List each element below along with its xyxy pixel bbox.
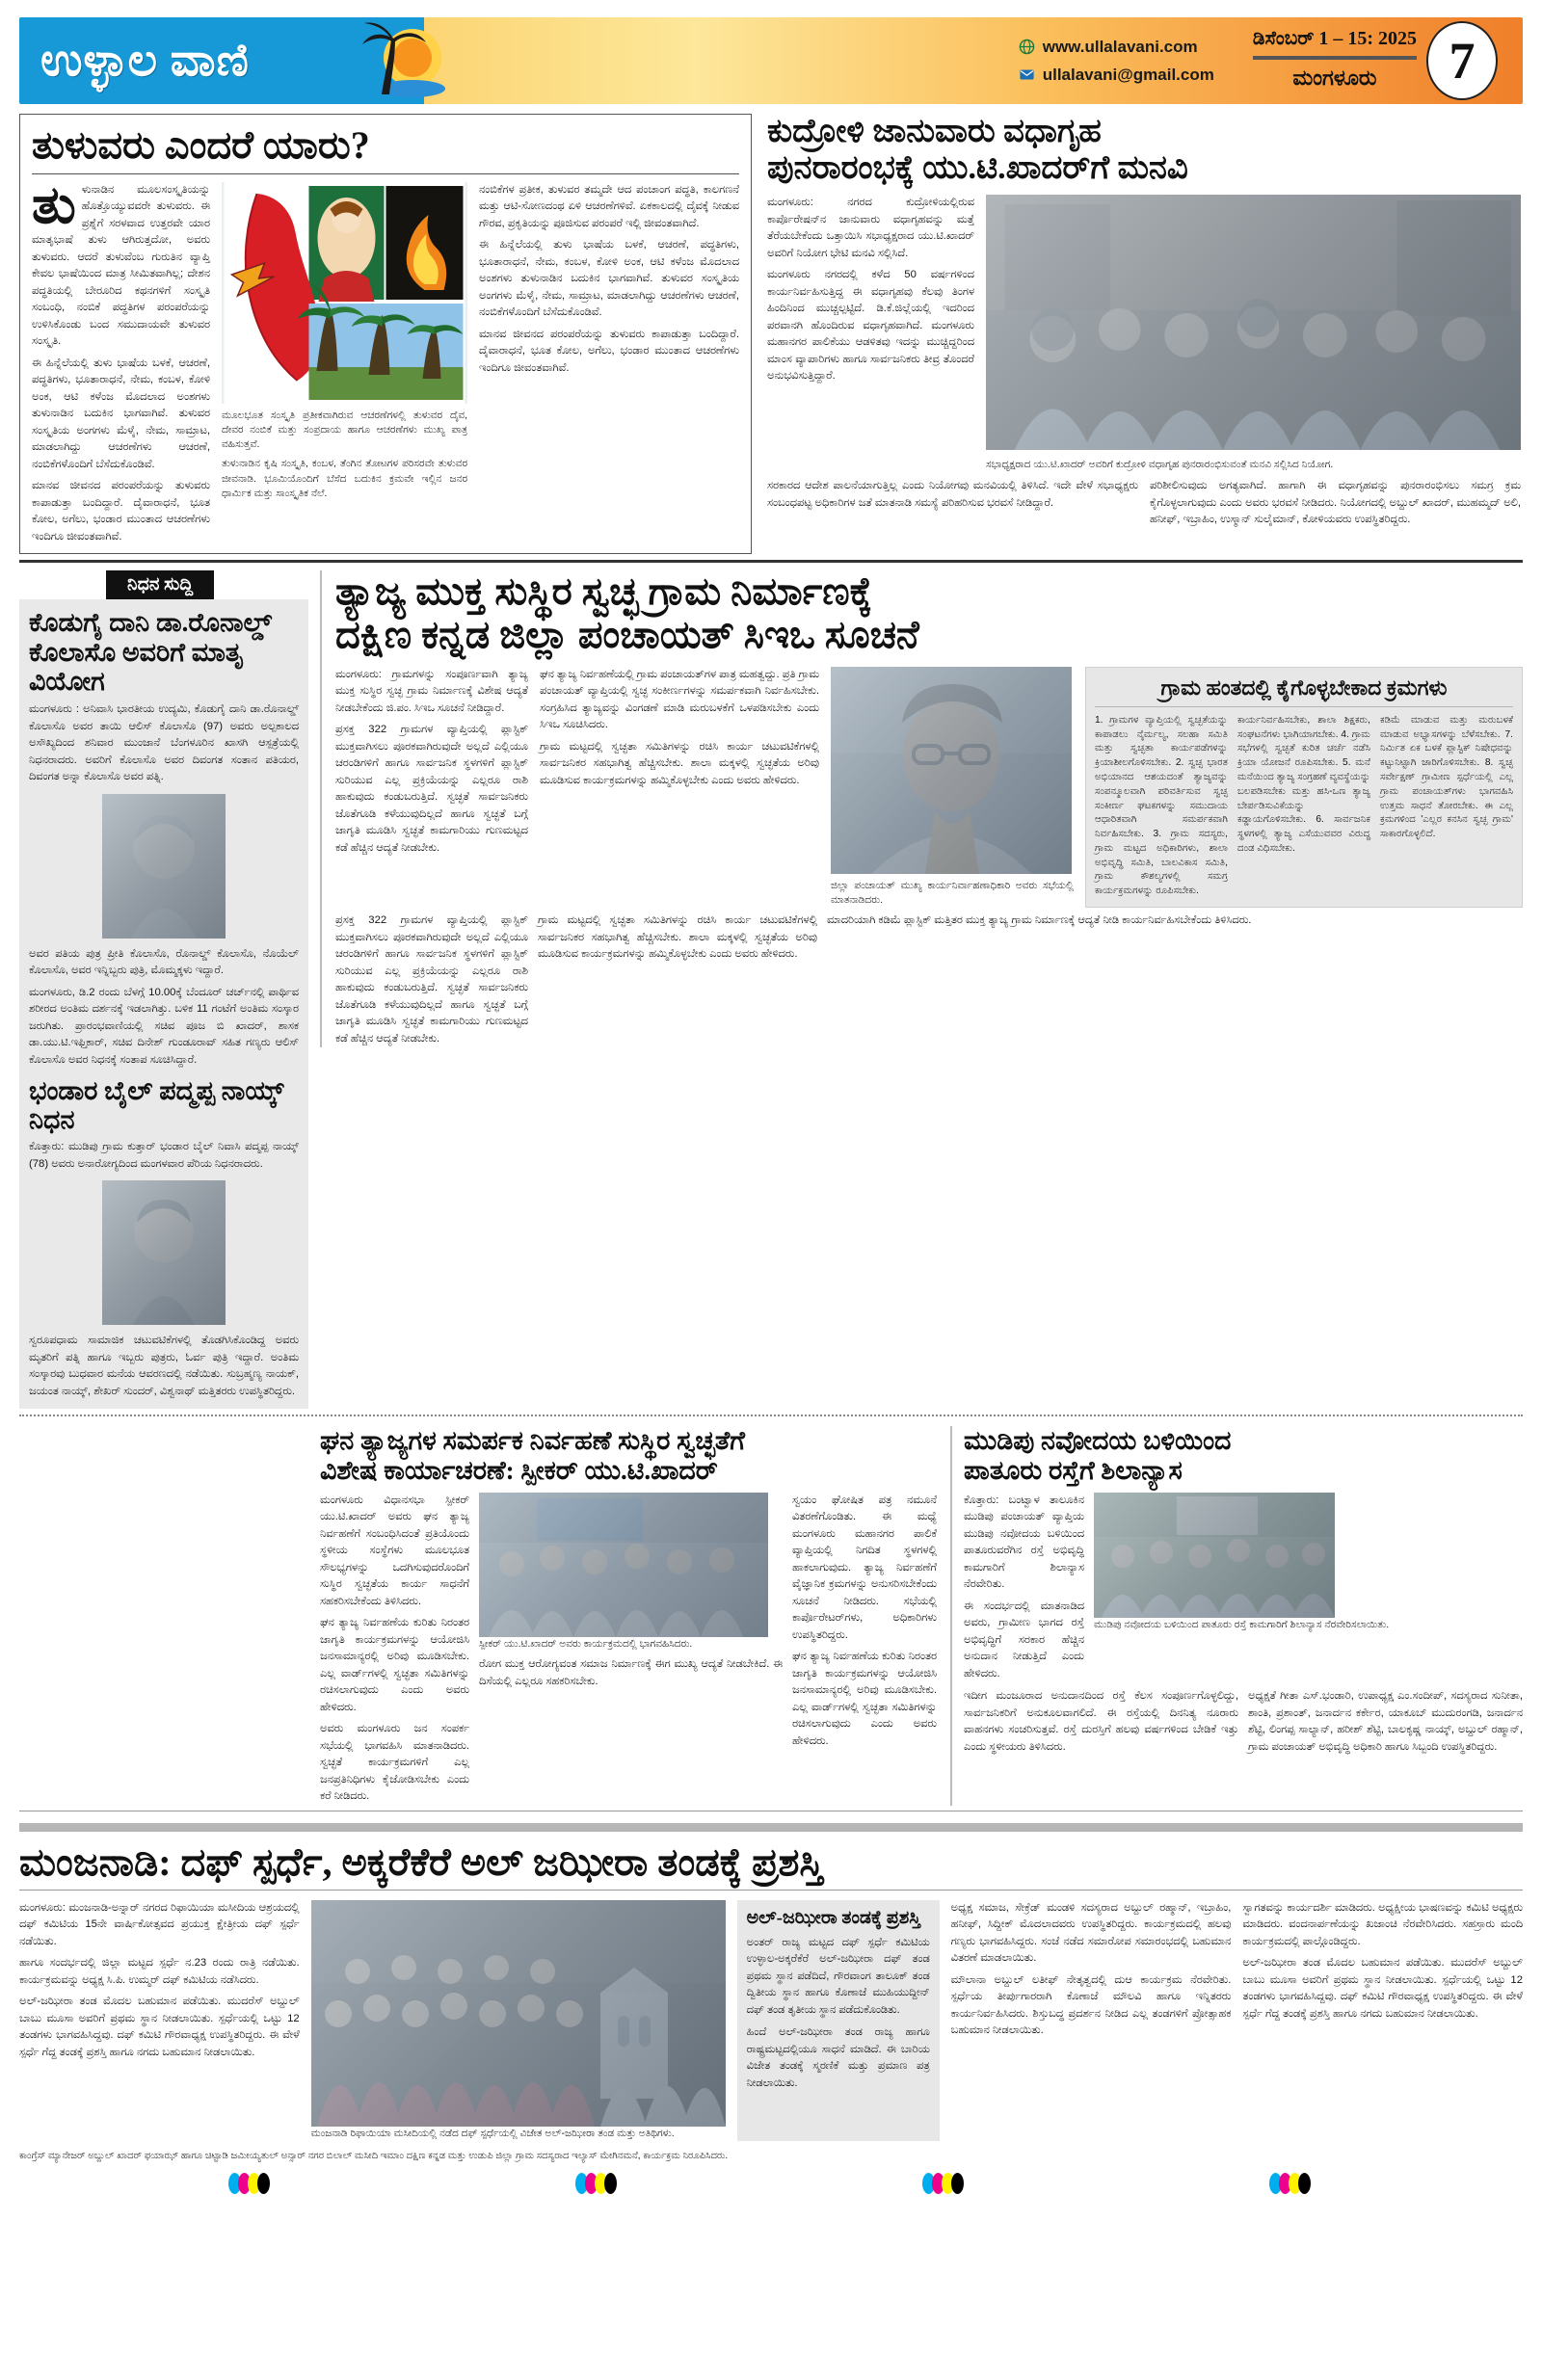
ceo-portrait-art xyxy=(831,667,1072,874)
obituary-body-2: ಅವರ ಪತಿಯ ಪುತ್ರ ಪ್ರೀತಿ ಕೊಲಾಸೊ, ರೊನಾಲ್ಡ್ ಕೊಲಾಸೊ, ನೊಯೆಲ್ ಕೊಲಾಸೊ, ಅವರ ಇನ್ನಿಬ್ಬರು ಪುತ್ರಿ, ಮೊಮ್ಮಕ್ಕಳು ಇದ್ದಾರೆ. xyxy=(29,947,299,976)
story-manjanadi-caption: ಮಂಜನಾಡಿ ರಿಫಾಯಿಯಾ ಮಸೀದಿಯಲ್ಲಿ ನಡೆದ ದಫ್ ಸ್ಪರ್ಧೆಯಲ್ಲಿ ವಿಜೇತ ಅಲ್-ಜಝೀರಾ ತಂಡ ಮತ್ತು ಅತಿಥಿಗಳು. xyxy=(310,2127,675,2139)
cmyk-mark-4 xyxy=(1272,2173,1311,2194)
story-speaker-col2 xyxy=(479,1493,783,1806)
manjanadi-photo-art xyxy=(311,1900,726,2127)
story-tuluvaru-body-4: ನಂಬಿಕೆಗಳ ಪ್ರತೀಕ, ತುಳುವರ ತಮ್ಮದೇ ಆದ ಪಂಚಾಂಗ ಪದ್ಧತಿ, ಕಾಲಗಣನೆ ಮತ್ತು ಆಟಿ-ಸೋಣದಂಥ ಏಳಿ ಆಚರಣೆಗಳಿವೆ. ಏಕಕಾಲದಲ್ಲಿ ದೈವಕ್ಕೆ ನೀಡುವ ಗೌರವ, ಪ್ರಕೃತಿಯನ್ನು ಪೂಜಿಸುವ ಪರಂಪರೆ ಇಲ್ಲಿ ಜೀವಂತವಾಗಿದೆ. xyxy=(479,183,739,229)
obituary-headline-2: ಭಂಡಾರ ಬೈಲ್ ಪದ್ಮಪ್ಪ ನಾಯ್ಕ್ ನಿಧನ xyxy=(29,1076,284,1135)
obituary-portrait xyxy=(102,794,226,939)
story-kudroli-headline-2: ಪುನರಾರಂಭಕ್ಕೆ ಯು.ಟಿ.ಖಾದರ್‌ಗೆ ಮನವಿ xyxy=(767,150,1188,187)
story-speaker-body-5: ಸ್ವಯಂ ಘೋಷಿತ ಪತ್ರ ನಮೂನೆ ವಿತರಣೆಗೊಂಡಿತು. ಈ ಮಧ್ಯೆ ಮಂಗಳೂರು ಮಹಾನಗರ ಪಾಲಿಕೆ ವ್ಯಾಪ್ತಿಯಲ್ಲಿ ನಿಗದಿತ ಸ್ಥಳಗಳಲ್ಲಿ ಹಾಕಲಾಗುವುದು. ತ್ಯಾಜ್ಯ ನಿರ್ವಹಣೆಗೆ ವೈಜ್ಞಾನಿಕ ಕ್ರಮಗಳನ್ನು ಅನುಸರಿಸಬೇಕೆಂದು ಸೂಚನೆ ನೀಡಿದರು. ಸಭೆಯಲ್ಲಿ ಕಾರ್ಪೊರೇಟರ್‌ಗಳು, ಅಧಿಕಾರಿಗಳು ಉಪಸ್ಥಿತರಿದ್ದರು. xyxy=(792,1494,937,1641)
story-speaker-body-3: ಅವರು ಮಂಗಳೂರು ಜನ ಸಂಪರ್ಕ ಸಭೆಯಲ್ಲಿ ಭಾಗವಹಿಸಿ ಮಾತನಾಡಿದರು. ಸ್ವಚ್ಛತೆ ಕಾರ್ಯಕ್ರಮಗಳಿಗೆ ಎಲ್ಲ ಜನಪ್ರತಿನಿಧಿಗಳು ಕೈಜೋಡಿಸಬೇಕು ಎಂದು ಕರೆ ನೀಡಿದರು. xyxy=(320,1723,469,1803)
story-zp-col1 xyxy=(335,667,528,908)
story-tuluvaru xyxy=(19,114,752,554)
story-manjanadi-col1 xyxy=(19,1900,300,2141)
story-tuluvaru-body-2: ಈ ಹಿನ್ನೆಲೆಯಲ್ಲಿ ತುಳು ಭಾಷೆಯ ಬಳಕೆ, ಆಚರಣೆ, ಪದ್ಧತಿಗಳು, ಭೂತಾರಾಧನೆ, ನೇಮ, ಕಂಬಳ, ಕೋಳಿ ಅಂಕ, ಆಟಿ ಕಳೆಂಜ ಮೊದಲಾದ ಅಂಶಗಳು ತುಳುನಾಡಿನ ಬದುಕಿನ ಭಾಗವಾಗಿವೆ. ತುಳುವರ ಸಂಸ್ಕೃತಿಯ ಅಂಗಗಳು ಮೆಳೈ, ನೇಮ, ಸಾಮ್ರಾಟ, ಮಾಡಲಾಗಿದ್ದು ಆಚರಣೆಗಳು ಆಚರಣೆ, ನಂಬಿಕೆಗಳೊಂದಿಗೆ ಬೆಸೆದುಕೊಂಡಿವೆ. xyxy=(32,357,210,470)
cmyk-mark-1 xyxy=(231,2173,270,2194)
manjanadi-underline xyxy=(19,1890,1523,1891)
story-tuluvaru-caption-2: ತುಳುನಾಡಿನ ಕೃಷಿ ಸಂಸ್ಕೃತಿ, ಕಂಬಳ, ತೆಂಗಿನ ತೋಟಗಳ ಪರಿಸರವೇ ತುಳುವರ ಜೀವನಾಡಿ. ಭೂಮಿಯೊಂದಿಗೆ ಬೆಸೆದ ಬದುಕಿನ ಕ್ರಮವೇ ಇಲ್ಲಿನ ಜನರ ಧಾರ್ಮಿಕ ಮತ್ತು ಸಾಂಸ್ಕೃತಿಕ ನೆಲೆ. xyxy=(222,458,467,499)
newspaper-logo[interactable] xyxy=(19,17,424,104)
story-kudroli-col1 xyxy=(767,195,974,472)
zp-measures-col-3: ಕಡಿಮೆ ಮಾಡುವ ಮತ್ತು ಮರುಬಳಕೆ ಮಾಡುವ ಅಭ್ಯಾಸಗಳನ್ನು ಬೆಳೆಸಬೇಕು. 7. ನಿರ್ಮಿತ ಏಕ ಬಳಕೆ ಪ್ಲಾಸ್ಟಿಕ್ ನಿಷೇಧವನ್ನು ಕಟ್ಟುನಿಟ್ಟಾಗಿ ಜಾರಿಗೊಳಿಸಬೇಕು. 8. ಸ್ವಚ್ಛ ಸರ್ವೇಕ್ಷಣ್ ಗ್ರಾಮೀಣ ಸ್ಪರ್ಧೆಯಲ್ಲಿ ಎಲ್ಲ ಗ್ರಾಮ ಪಂಚಾಯತ್‌ಗಳು ಭಾಗವಹಿಸಿ ಉತ್ತಮ ಸಾಧನೆ ತೋರಬೇಕು. ಈ ಎಲ್ಲ ಕ್ರಮಗಳಿಂದ 'ಎಲ್ಲರ ಕನಸಿನ ಸ್ವಚ್ಛ ಗ್ರಾಮ' ಸಾಕಾರಗೊಳ್ಳಲಿದೆ. xyxy=(1380,714,1513,840)
obituary-body-4: ಕೊತ್ತಾರು: ಮುಡಿಪು ಗ್ರಾಮ ಕುತ್ತಾರ್ ಭಂಡಾರ ಬೈಲ್ ನಿವಾಸಿ ಪದ್ಮಪ್ಪ ನಾಯ್ಕ್ (78) ಅವರು ಅನಾರೋಗ್ಯದಿಂದ ಮಂಗಳವಾರ ಪೆರಿಯ ನಿಧನರಾದರು. xyxy=(29,1141,299,1170)
story-zp xyxy=(320,570,1523,1047)
award-box-body: ಅಂತರ್ ರಾಜ್ಯ ಮಟ್ಟದ ದಫ್ ಸ್ಪರ್ಧೆ ಕಮಿಟಿಯ ಉಳ್ಳಾಲ-ಅಕ್ಕರೆಕೆರೆ ಅಲ್-ಜಝೀರಾ ದಫ್ ತಂಡ ಪ್ರಥಮ ಸ್ಥಾನ ಪಡೆದಿದೆ, ಗೌರವಾಂಗ ತಾಲೂಕ್ ತಂಡ ದ್ವಿತೀಯ ಸ್ಥಾನ ಹಾಗೂ ಕೊಣಾಜೆ ಮುಹಿಯುದ್ದೀನ್ ದಫ್ ತಂಡ ತೃತೀಯ ಸ್ಥಾನ ಪಡೆದುಕೊಂಡಿತು. xyxy=(746,1936,930,2016)
page-number-badge: 7 xyxy=(1426,21,1498,100)
award-box-title: ಅಲ್-ಜಝೀರಾ ತಂಡಕ್ಕೆ ಪ್ರಶಸ್ತಿ xyxy=(746,1907,921,1928)
story-zp-body-4: ಗ್ರಾಮ ಮಟ್ಟದಲ್ಲಿ ಸ್ವಚ್ಛತಾ ಸಮಿತಿಗಳನ್ನು ರಚಿಸಿ ಕಾರ್ಯ ಚಟುವಟಿಕೆಗಳಲ್ಲಿ ಸಾರ್ವಜನಿಕರ ಸಹಭಾಗಿತ್ವ ಹೆಚ್ಚಿಸಬೇಕು. ಶಾಲಾ ಮಕ್ಕಳಲ್ಲಿ ಸ್ವಚ್ಛತೆಯ ಅರಿವು ಮೂಡಿಸುವ ಕಾರ್ಯಕ್ರಮಗಳನ್ನು ಹಮ್ಮಿಕೊಳ್ಳಬೇಕು ಎಂದು ಅವರು ಹೇಳಿದರು. xyxy=(540,740,819,786)
story-kudroli-body-2: ಮಂಗಳೂರು ನಗರದಲ್ಲಿ ಕಳೆದ 50 ವರ್ಷಗಳಿಂದ ಕಾರ್ಯನಿರ್ವಹಿಸುತ್ತಿದ್ದ ಈ ವಧಾಗೃಹವು ಕೆಲವು ತಿಂಗಳ ಹಿಂದಿನಿಂದ ಮುಚ್ಚಲ್ಪಟ್ಟಿದೆ. ಡಿ.ಕೆ.ಜಿಲ್ಲೆಯಲ್ಲಿ ಇದರಿಂದ ಪರವಾನಗಿ ಹೊಂದಿರುವ ವಧಾಗೃಹವಾಗಿದೆ. ಮಂಗಳೂರು ಮಹಾನಗರ ಪಾಲಿಕೆಯು ಆಡಳಿತವು ಇದನ್ನು ಮುಚ್ಚಿದ್ದರಿಂದ ಮಾಂಸ ವ್ಯಾಪಾರಿಗಳು ಹಾಗೂ ಸಾರ್ವಜನಿಕರು ತೀವ್ರ ತೊಂದರೆ ಅನುಭವಿಸುತ್ತಿದ್ದಾರೆ. xyxy=(767,269,974,383)
story-zp-photo-col xyxy=(831,667,1074,908)
website-text: www.ullalavani.com xyxy=(1042,37,1198,56)
section-divider-1 xyxy=(19,560,1523,563)
story-zp-body-3: ಘನ ತ್ಯಾಜ್ಯ ನಿರ್ವಹಣೆಯಲ್ಲಿ ಗ್ರಾಮ ಪಂಚಾಯತ್‌ಗಳ ಪಾತ್ರ ಮಹತ್ವದ್ದು. ಪ್ರತಿ ಗ್ರಾಮ ಪಂಚಾಯತ್ ವ್ಯಾಪ್ತಿಯಲ್ಲಿ ಸ್ವಚ್ಛ ಸಂಕೀರ್ಣಗಳನ್ನು ಸಮರ್ಪಕವಾಗಿ ನಿರ್ವಹಿಸಬೇಕು. ಸಂಗ್ರಹಿಸಿದ ತ್ಯಾಜ್ಯವನ್ನು ವಿಂಗಡಣೆ ಮಾಡಿ ಮರುಬಳಕೆಗೆ ಒಳಪಡಿಸಬೇಕು ಎಂದು ಸಿಇಒ ಸೂಚಿಸಿದರು. xyxy=(540,668,819,731)
delegation-photo-art xyxy=(986,195,1521,450)
bottom-grey-rule xyxy=(19,1823,1523,1832)
email-line[interactable] xyxy=(1019,66,1214,85)
place-name: ಮಂಗಳೂರು xyxy=(1292,65,1377,90)
cmyk-mark-3 xyxy=(925,2173,964,2194)
lower-main xyxy=(320,1426,1523,1805)
story-mudipu-body-1: ಕೊತ್ತಾರು: ಬಂಟ್ವಾಳ ತಾಲೂಕಿನ ಮುಡಿಪು ಪಂಚಾಯತ್ ವ್ಯಾಪ್ತಿಯ ಮುಡಿಪು ನವೋದಯ ಬಳಿಯಿಂದ ಪಾತೂರುವರೆಗಿನ ರಸ್ತೆ ಅಭಿವೃದ್ಧಿ ಕಾಮಗಾರಿಗೆ ಶಿಲಾನ್ಯಾಸ ನೆರವೇರಿತು. xyxy=(964,1494,1084,1591)
story-mudipu-col2 xyxy=(1094,1493,1523,1683)
karnataka-map-photo xyxy=(222,182,467,404)
portrait-art xyxy=(102,794,226,939)
page-footer-line: ಕಾಂಗ್ರೆಸ್ ಮ್ಯಾನೇಜರ್ ಅಬ್ದುಲ್ ಖಾದರ್ ಫಯಾಝ್ ಹಾಗೂ ಚಿಟ್ಟಾಡಿ ಜಮೀಯ್ಯತುಲ್ ಅನ್ಸಾರ್ ನಗರ ಬಿಲಾಲ್ ಮಸೀದಿ ಇಮಾಂ ದಕ್ಷಿಣ ಕನ್ನಡ ಮತ್ತು ಉಡುಪಿ ಜಿಲ್ಲಾ ಗ್ರಾಮ ಸದಸ್ಯರಾದ ಇಲ್ಯಾಸ್ ಮೇಗಿನಮನೆ, ಕಾರ್ಯಕ್ರಮ ನಿರೂಪಿಸಿದರು. xyxy=(19,2150,729,2161)
story-zp-box-footer: ಮಾದರಿಯಾಗಿ ಕಡಿಮೆ ಪ್ಲಾಸ್ಟಿಕ್ ಮತ್ತಿತರ ಮುಕ್ತ ತ್ಯಾಜ್ಯ ಗ್ರಾಮ ನಿರ್ಮಾಣಕ್ಕೆ ಆದ್ಯತೆ ನೀಡಿ ಕಾರ್ಯನಿರ್ವಹಿಸಬೇಕೆಂದು ತಿಳಿಸಿದರು. xyxy=(827,914,1252,927)
story-tuluvaru-headline: ತುಳುವರು ಎಂದರೆ ಯಾರು? xyxy=(32,123,370,167)
story-speaker-body-1: ಮಂಗಳೂರು ವಿಧಾನಸಭಾ ಸ್ಪೀಕರ್ ಯು.ಟಿ.ಖಾದರ್ ಅವರು ಘನ ತ್ಯಾಜ್ಯ ನಿರ್ವಹಣೆಗೆ ಸಂಬಂಧಿಸಿದಂತೆ ಪ್ರತಿಯೊಂದು ಸ್ಥಳೀಯ ಸಂಸ್ಥೆಗಳು ಮೂಲಭೂತ ಸೌಲಭ್ಯಗಳನ್ನು ಒದಗಿಸುವುದರೊಂದಿಗೆ ಸುಸ್ಥಿರ ಸ್ವಚ್ಛತೆಯ ಕಾರ್ಯ ಸಾಧನೆಗೆ ಸಹಕರಿಸಬೇಕೆಂದು ತಿಳಿಸಿದರು. xyxy=(320,1494,469,1607)
story-kudroli-body-4: ಪರಿಶೀಲಿಸುವುದು ಅಗತ್ಯವಾಗಿದೆ. ಹಾಗಾಗಿ ಈ ವಧಾಗೃಹವನ್ನು ಪುನರಾರಂಭಿಸಲು ಸಮಗ್ರ ಕ್ರಮ ಕೈಗೊಳ್ಳಲಾಗುವುದು ಎಂದು ಅವರು ಭರವಸೆ ನೀಡಿದರು. ನಿಯೋಗದಲ್ಲಿ ಅಬ್ದುಲ್ ಖಾದರ್, ಮುಹಮ್ಮದ್ ಅಲಿ, ಹನೀಫ್, ಇಬ್ರಾಹಿಂ, ಉಸ್ಮಾನ್ ಸುಲೈಮಾನ್, ಕೋಳಿಯವರು ಉಪಸ್ಥಿತರಿದ್ದರು. xyxy=(1150,480,1521,526)
date-divider xyxy=(1253,56,1417,60)
contact-block xyxy=(1019,38,1214,85)
cmyk-registration-row xyxy=(19,2173,1523,2194)
story-kudroli-col3 xyxy=(767,478,1138,529)
obituary-column xyxy=(19,570,308,1409)
story-mudipu-body-2: ಈ ಸಂದರ್ಭದಲ್ಲಿ ಮಾತನಾಡಿದ ಅವರು, ಗ್ರಾಮೀಣ ಭಾಗದ ರಸ್ತೆ ಅಭಿವೃದ್ಧಿಗೆ ಸರಕಾರ ಹೆಚ್ಚಿನ ಅನುದಾನ ನೀಡುತ್ತಿದೆ ಎಂದು ಹೇಳಿದರು. xyxy=(964,1600,1084,1679)
obituary-box xyxy=(19,599,308,1409)
story-manjanadi-body-5: ಅಧ್ಯಕ್ಷ ಸಮಾಜ, ಸೇಕ್ರೆಡ್ ಮಂಡಳಿ ಸದಸ್ಯರಾದ ಅಬ್ದುಲ್ ರಹ್ಮಾನ್, ಇಬ್ರಾಹಿಂ, ಹನೀಫ್, ಸಿದ್ದೀಕ್ ಮೊದಲಾದವರು ಉಪಸ್ಥಿತರಿದ್ದರು. ಕಾರ್ಯಕ್ರಮದಲ್ಲಿ ಹಲವು ಗಣ್ಯರು ಭಾಗವಹಿಸಿದ್ದರು. ಸಂಜೆ ನಡೆದ ಸಮಾರೋಪ ಸಮಾರಂಭದಲ್ಲಿ ಬಹುಮಾನ ವಿತರಣೆ ಮಾಡಲಾಯಿತು. xyxy=(950,1901,1232,1965)
story-zp-photo-caption: ಜಿಲ್ಲಾ ಪಂಚಾಯತ್ ಮುಖ್ಯ ಕಾರ್ಯನಿರ್ವಾಹಣಾಧಿಕಾರಿ ಅವರು ಸಭೆಯಲ್ಲಿ ಮಾತನಾಡಿದರು. xyxy=(831,879,1074,907)
story-manjanadi-body-4: ಹಿಂದೆ ಅಲ್-ಜಝೀರಾ ತಂಡ ರಾಜ್ಯ ಹಾಗೂ ರಾಷ್ಟ್ರಮಟ್ಟದಲ್ಲಿಯೂ ಸಾಧನೆ ಮಾಡಿದೆ. ಈ ಬಾರಿಯ ವಿಜೇತ ತಂಡಕ್ಕೆ ಸ್ಮರಣಿಕೆ ಮತ್ತು ಪ್ರಮಾಣ ಪತ್ರ ನೀಡಲಾಯಿತು. xyxy=(746,2026,930,2089)
story-zp-footer-a: ಪ್ರಸಕ್ತ 322 ಗ್ರಾಮಗಳ ವ್ಯಾಪ್ತಿಯಲ್ಲಿ ಪ್ಲಾಸ್ಟಿಕ್ ಮುಕ್ತವಾಗಿಸಲು ಪೂರಕವಾಗಿರುವುದೇ ಅಲ್ಲದೆ ಎಲ್ಲಿಯೂ ಚರಂಡಿಗಳಿಗೆ ಹಾಗೂ ಸಾರ್ವಜನಿಕ ಸ್ಥಳಗಳಿಗೆ ಪ್ಲಾಸ್ಟಿಕ್ ಸುರಿಯುವ ಎಲ್ಲ ಪ್ರಕ್ರಿಯೆಯನ್ನು ಎಲ್ಲರೂ ರಾಶಿ ಹಾಕುವುದು ಕಂಡುಬರುತ್ತಿದೆ. ಸ್ವಚ್ಛತೆ ಸಾರ್ವಜನಿಕರು ಜೊತೆಗೂಡಿ ಕಳೆಯುವುದಿಲ್ಲದೆ ಹಾಗೂ ಸ್ವಚ್ಛತೆ ಬಗ್ಗೆ ಜಾಗೃತಿ ಮೂಡಿಸಿ ಸ್ವಚ್ಛತೆ ಕಾಮಗಾರಿಯು ಗುಣಮಟ್ಟದ ಕಡೆ ಹೆಚ್ಚಿನ ಆದ್ಯತೆ ನೀಡಬೇಕು. xyxy=(335,914,528,1045)
story-zp-headline-1: ತ್ಯಾಜ್ಯ ಮುಕ್ತ ಸುಸ್ಥಿರ ಸ್ವಚ್ಛ ಗ್ರಾಮ ನಿರ್ಮಾಣಕ್ಕೆ xyxy=(335,569,873,614)
story-manjanadi-body-6: ಮೌಲಾನಾ ಅಬ್ದುಲ್ ಲತೀಫ್ ನೇತೃತ್ವದಲ್ಲಿ ದುಆ ಕಾರ್ಯಕ್ರಮ ನೆರವೇರಿತು. ಸ್ಪರ್ಧೆಯ ತೀರ್ಪುಗಾರರಾಗಿ ಕೊಣಾಜೆ ಮೌಲವಿ ಹಾಗೂ ಇನ್ನಿತರರು ಕಾರ್ಯನಿರ್ವಹಿಸಿದರು. ಶಿಸ್ತುಬದ್ಧ ಪ್ರದರ್ಶನ ನೀಡಿದ ಎಲ್ಲ ತಂಡಗಳಿಗೆ ಪ್ರೋತ್ಸಾಹಕ ಬಹುಮಾನ ನೀಡಲಾಯಿತು. xyxy=(950,1973,1232,2037)
story-speaker-col1 xyxy=(320,1493,469,1806)
obituary-body-3: ಮಂಗಳೂರು, ಡಿ.2 ರಂದು ಬೆಳಗ್ಗೆ 10.00ಕ್ಕೆ ಬೆಂದೂರ್ ಚರ್ಚ್‌ನಲ್ಲಿ ಪಾರ್ಥಿವ ಶರೀರದ ಅಂತಿಮ ದರ್ಶನಕ್ಕೆ ಇಡಲಾಗಿತ್ತು. ಬಳಿಕ 11 ಗಂಟೆಗೆ ಅಂತಿಮ ಸಂಸ್ಕಾರ ಜರುಗಿತು. ಪ್ರಾರಂಭವಾಣಿಯಲ್ಲಿ ಸಚಿವ ಪೂಜ ಬಿ ಖಾದರ್, ಶಾಸಕ ಡಾ.ಯು.ಟಿ.ಇಫ್ತಿಕಾರ್, ಸಚಿವ ದಿನೇಶ್ ಗುಂಡೂರಾವ್ ಸಹಿತ ಗಣ್ಯರು ಆಲಿಸ್ ಕೊಲಾಸೊ ಅವರ ನಿಧನಕ್ಕೆ ಸಂತಾಪ ಸೂಚಿಸಿದ್ದಾರೆ. xyxy=(29,986,299,1066)
story-mudipu xyxy=(950,1426,1523,1805)
zp-ceo-photo xyxy=(831,667,1072,874)
portrait-art-2 xyxy=(102,1180,226,1325)
story-mudipu-headline-2: ಪಾತೂರು ರಸ್ತೆಗೆ ಶಿಲಾನ್ಯಾಸ xyxy=(964,1455,1183,1485)
story-speaker-body-2: ಘನ ತ್ಯಾಜ್ಯ ನಿರ್ವಹಣೆಯ ಕುರಿತು ನಿರಂತರ ಜಾಗೃತಿ ಕಾರ್ಯಕ್ರಮಗಳನ್ನು ಆಯೋಜಿಸಿ ಜನಸಾಮಾನ್ಯರಲ್ಲಿ ಅರಿವು ಮೂಡಿಸಬೇಕು. ಎಲ್ಲ ವಾರ್ಡ್‌ಗಳಲ್ಲಿ ಸ್ವಚ್ಛತಾ ಸಮಿತಿಗಳನ್ನು ರಚಿಸಲಾಗುವುದು ಎಂದು ಅವರು ಹೇಳಿದರು. xyxy=(320,1617,469,1713)
zp-measures-title: ಗ್ರಾಮ ಹಂತದಲ್ಲಿ ಕೈಗೊಳ್ಳಬೇಕಾದ ಕ್ರಮಗಳು xyxy=(1095,675,1513,707)
story-manjanadi-body-8: ಅಲ್-ಜಝೀರಾ ತಂಡ ಮೊದಲ ಬಹುಮಾನ ಪಡೆಯಿತು. ಮುದರೆಸ್ ಅಬ್ದುಲ್ ಬಾಬು ಮೂಸಾ ಅವರಿಗೆ ಪ್ರಥಮ ಸ್ಥಾನ ನೀಡಲಾಯಿತು. ಸ್ಪರ್ಧೆಯಲ್ಲಿ ಒಟ್ಟು 12 ತಂಡಗಳು ಭಾಗವಹಿಸಿದ್ದವು. ದಫ್ ಕಮಿಟಿ ಗೌರವಾಧ್ಯಕ್ಷ ಉಪಸ್ಥಿತರಿದ್ದರು. ಈ ವೇಳೆ ಸ್ಪರ್ಧೆ ಗೆದ್ದ ತಂಡಕ್ಕೆ ಪ್ರಶಸ್ತಿ ಹಾಗೂ ನಗದು ಬಹುಮಾನ ನೀಡಲಾಯಿತು. xyxy=(1242,1957,1524,2020)
story-speaker-body-6: ಘನ ತ್ಯಾಜ್ಯ ನಿರ್ವಹಣೆಯ ಕುರಿತು ನಿರಂತರ ಜಾಗೃತಿ ಕಾರ್ಯಕ್ರಮಗಳನ್ನು ಆಯೋಜಿಸಿ ಜನಸಾಮಾನ್ಯರಲ್ಲಿ ಅರಿವು ಮೂಡಿಸಬೇಕು. ಎಲ್ಲ ವಾರ್ಡ್‌ಗಳಲ್ಲಿ ಸ್ವಚ್ಛತಾ ಸಮಿತಿಗಳನ್ನು ರಚಿಸಲಾಗುವುದು ಎಂದು ಅವರು ಹೇಳಿದರು. xyxy=(792,1651,937,1747)
cmyk-mark-2 xyxy=(578,2173,617,2194)
bottom-section xyxy=(19,1823,1523,2195)
zp-measures-col-2: ಕಾರ್ಯನಿರ್ವಹಿಸಬೇಕು, ಶಾಲಾ ಶಿಕ್ಷಕರು, ಸಂಘಟನೆಗಳು ಭಾಗಿಯಾಗಬೇಕು. 4. ಗ್ರಾಮ ಸಭೆಗಳಲ್ಲಿ ಸ್ವಚ್ಛತೆ ಕುರಿತ ಚರ್ಚೆ ನಡೆಸಿ ಕ್ರಿಯಾ ಯೋಜನೆ ರೂಪಿಸಬೇಕು. 5. ಮನೆ ಮನೆಯಿಂದ ತ್ಯಾಜ್ಯ ಸಂಗ್ರಹಣೆ ವ್ಯವಸ್ಥೆಯನ್ನು ಬಲಪಡಿಸಬೇಕು ಮತ್ತು ಹಸಿ-ಒಣ ತ್ಯಾಜ್ಯ ಬೇರ್ಪಡಿಸುವಿಕೆಯನ್ನು ಕಡ್ಡಾಯಗೊಳಿಸಬೇಕು. 6. ಸಾರ್ವಜನಿಕ ಸ್ಥಳಗಳಲ್ಲಿ ತ್ಯಾಜ್ಯ ಎಸೆಯುವವರ ವಿರುದ್ಧ ದಂಡ ವಿಧಿಸಬೇಕು. xyxy=(1237,714,1370,854)
story-speaker xyxy=(320,1426,937,1805)
story-speaker-headline-2: ವಿಶೇಷ ಕಾರ್ಯಾಚರಣೆ: ಸ್ಪೀಕರ್ ಯು.ಟಿ.ಖಾದರ್ xyxy=(320,1455,718,1485)
story-zp-col2 xyxy=(540,667,819,908)
award-box xyxy=(737,1900,940,2141)
kudroli-delegation-photo xyxy=(986,195,1521,450)
obituary-portrait-2 xyxy=(102,1180,226,1325)
story-speaker-col3 xyxy=(792,1493,937,1806)
top-section xyxy=(19,114,1523,554)
mail-icon xyxy=(1019,66,1035,83)
masthead xyxy=(19,17,1523,104)
zp-measures-box xyxy=(1085,667,1523,908)
story-mudipu-body-3: ಇದೀಗ ಮಂಜೂರಾದ ಅನುದಾನದಿಂದ ರಸ್ತೆ ಕೆಲಸ ಸಂಪೂರ್ಣಗೊಳ್ಳಲಿದ್ದು, ಸಾರ್ವಜನಿಕರಿಗೆ ಅನುಕೂಲವಾಗಲಿದೆ. ಈ ರಸ್ತೆಯಲ್ಲಿ ದಿನನಿತ್ಯ ನೂರಾರು ವಾಹನಗಳು ಸಂಚರಿಸುತ್ತವೆ. ರಸ್ತೆ ದುರಸ್ತಿಗೆ ಹಲವು ವರ್ಷಗಳಿಂದ ಬೇಡಿಕೆ ಇತ್ತು ಎಂದು ಸ್ಥಳೀಯರು ತಿಳಿಸಿದರು. xyxy=(964,1690,1238,1753)
story-kudroli-body-1: ಮಂಗಳೂರು: ನಗರದ ಕುದ್ರೋಳಿಯಲ್ಲಿರುವ ಕಾರ್ಪೊರೇಷನ್‌ನ ಜಾನುವಾರು ವಧಾಗೃಹವನ್ನು ಮತ್ತೆ ತೆರೆಯಬೇಕೆಂದು ಒತ್ತಾಯಿಸಿ ಸಭಾಧ್ಯಕ್ಷರಾದ ಯು.ಟಿ.ಖಾದರ್ ಅವರಿಗೆ ನಿಯೋಗ ಭೇಟಿ ಮನವಿ ಸಲ್ಲಿಸಿದೆ. xyxy=(767,197,974,259)
story-tuluvaru-col2 xyxy=(222,182,467,546)
sun-palm-logo-art xyxy=(353,17,468,104)
story-manjanadi-body-2: ಹಾಗೂ ಸಂದರ್ಭದಲ್ಲಿ ಜಿಲ್ಲಾ ಮಟ್ಟದ ಸ್ಪರ್ಧೆ ನ.23 ರಂದು ರಾತ್ರಿ ನಡೆಯಿತು. ಕಾರ್ಯಕ್ರಮವನ್ನು ಅಧ್ಯಕ್ಷ ಸಿ.ಪಿ. ಉಮ್ಮರ್ ದಫ್ ಕಮಿಟಿಯ ನಡೆಸಿದರು. xyxy=(19,1957,300,1986)
story-kudroli-caption: ಸಭಾಧ್ಯಕ್ಷರಾದ ಯು.ಟಿ.ಖಾದರ್ ಅವರಿಗೆ ಕುದ್ರೋಳಿ ವಧಾಗೃಹ ಪುನರಾರಂಭಿಸುವಂತೆ ಮನವಿ ಸಲ್ಲಿಸಿದ ನಿಯೋಗ. xyxy=(986,459,1334,471)
date-block xyxy=(1253,28,1417,94)
obituary-tag: ನಿಧನ ಸುದ್ದಿ xyxy=(106,570,214,599)
story-manjanadi-body-3: ಅಲ್-ಜಝೀರಾ ತಂಡ ಮೊದಲ ಬಹುಮಾನ ಪಡೆಯಿತು. ಮುದರೆಸ್ ಅಬ್ದುಲ್ ಬಾಬು ಮೂಸಾ ಅವರಿಗೆ ಪ್ರಥಮ ಸ್ಥಾನ ನೀಡಲಾಯಿತು. ಸ್ಪರ್ಧೆಯಲ್ಲಿ ಒಟ್ಟು 12 ತಂಡಗಳು ಭಾಗವಹಿಸಿದ್ದವು. ದಫ್ ಕಮಿಟಿ ಗೌರವಾಧ್ಯಕ್ಷ ಉಪಸ್ಥಿತರಿದ್ದರು. ಈ ವೇಳೆ ಸ್ಪರ್ಧೆ ಗೆದ್ದ ತಂಡಕ್ಕೆ ಪ್ರಶಸ್ತಿ ಹಾಗೂ ನಗದು ಬಹುಮಾನ ನೀಡಲಾಯಿತು. xyxy=(19,1996,300,2058)
story-manjanadi-photo-col xyxy=(311,1900,726,2141)
middle-section xyxy=(19,570,1523,1409)
story-manjanadi-body-7: ಸ್ವಾಗತವನ್ನು ಕಾರ್ಯದರ್ಶಿ ಮಾಡಿದರು. ಅಧ್ಯಕ್ಷೀಯ ಭಾಷಣವನ್ನು ಕಮಿಟಿ ಅಧ್ಯಕ್ಷರು ಮಾಡಿದರು. ವಂದನಾರ್ಪಣೆಯನ್ನು ಖಜಾಂಚಿ ನೆರವೇರಿಸಿದರು. ಸಹಸ್ರಾರು ಮಂದಿ ಕಾರ್ಯಕ್ರಮದಲ್ಲಿ ಪಾಲ್ಗೊಂಡಿದ್ದರು. xyxy=(1242,1901,1524,1947)
story-speaker-headline-1: ಘನ ತ್ಯಾಜ್ಯಗಳ ಸಮರ್ಪಕ ನಿರ್ವಹಣೆ ಸುಸ್ಥಿರ ಸ್ವಚ್ಛತೆಗೆ xyxy=(320,1426,745,1456)
story-speaker-body-4: ರೋಗ ಮುಕ್ತ ಆರೋಗ್ಯವಂತ ಸಮಾಜ ನಿರ್ಮಾಣಕ್ಕೆ ಈಗ ಮುಖ್ಯ ಆದ್ಯತೆ ನೀಡಬೇಕಿದೆ. ಈ ದಿಸೆಯಲ್ಲಿ ಎಲ್ಲರೂ ಸಹಕರಿಸಬೇಕು. xyxy=(479,1658,783,1687)
story-tuluvaru-body-6: ಮಾನವ ಜೀವನದ ಪರಂಪರೆಯನ್ನು ತುಳುವರು ಕಾಪಾಡುತ್ತಾ ಬಂದಿದ್ದಾರೆ. ದೈವಾರಾಧನೆ, ಭೂತ ಕೋಲ, ಅಗೆಲು, ಭಂಡಾರ ಮುಂತಾದ ಆಚರಣೆಗಳು ಇಂದಿಗೂ ಜೀವಂತವಾಗಿವೆ. xyxy=(479,328,739,374)
globe-icon xyxy=(1019,39,1035,55)
speaker-photo-art xyxy=(479,1493,768,1637)
story-tuluvaru-col1 xyxy=(32,175,210,546)
story-zp-body-1: ಮಂಗಳೂರು: ಗ್ರಾಮಗಳನ್ನು ಸಂಪೂರ್ಣವಾಗಿ ತ್ಯಾಜ್ಯ ಮುಕ್ತ ಸುಸ್ಥಿರ ಸ್ವಚ್ಛ ಗ್ರಾಮ ನಿರ್ಮಾಣಕ್ಕೆ ವಿಶೇಷ ಆದ್ಯತೆ ನೀಡಬೇಕೆಂದು ಜಿ.ಪಂ. ಸಿಇಒ ಸೂಚನೆ ನೀಡಿದ್ದಾರೆ. xyxy=(335,668,528,714)
mudipu-foundation-photo xyxy=(1094,1493,1335,1618)
story-manjanadi-body-1: ಮಂಗಳೂರು: ಮಂಜನಾಡಿ-ಅನ್ನಾರ್ ನಗರದ ರಿಫಾಯಿಯಾ ಮಸೀದಿಯ ಆಶ್ರಯದಲ್ಲಿ ದಫ್ ಕಮಿಟಿಯ 15ನೇ ವಾರ್ಷಿಕೋತ್ಸವದ ಪ್ರಯುಕ್ತ ಕ್ಷೇತ್ರೀಯ ದಫ್ ಸ್ಪರ್ಧೆ ನಡೆಯಿತು. xyxy=(19,1901,300,1947)
manjanadi-team-photo xyxy=(311,1900,726,2127)
story-kudroli-col4 xyxy=(1150,478,1521,529)
story-kudroli-col2 xyxy=(986,195,1521,472)
story-tuluvaru-body-1: ತುಳುನಾಡಿನ ಮೂಲಸಂಸ್ಕೃತಿಯನ್ನು ಹೊತ್ತೊಯ್ಯುವವರೇ ತುಳುವರು. ಈ ಪ್ರಶ್ನೆಗೆ ಸರಳವಾದ ಉತ್ತರವೇ ಯಾರ ಮಾತೃಭಾಷೆ ತುಳು ಆಗಿರುತ್ತದೋ, ಅವರು ತುಳುವರು. ಆದರೆ ತುಳುವೆಂಬ ಗುರುತಿನ ವ್ಯಾಪ್ತಿ ಕೇವಲ ಭಾಷೆಯಿಂದ ಮಾತ್ರ ಸೀಮಿತವಾಗಿಲ್ಲ; ದೇಶನ ಪದ್ಧತಿಯಲ್ಲಿ ಬೇರೂರಿದ ಕಥನಗಳಿಗೆ ಸಂಸ್ಕೃತಿ ಸಂಬಂಧಿ, ನಂಬಿಕೆ ಪದ್ಧತಿಗಳ ಪರಂಪರೆಯನ್ನು ಉಳಿಸಿಕೊಂಡು ಬಂದ ಸಮುದಾಯವೇ ತುಳುವರ ಸಂಸ್ಕೃತಿ. xyxy=(32,175,210,348)
section-divider-2 xyxy=(19,1415,1523,1416)
story-mudipu-caption: ಮುಡಿಪು ನವೋದಯ ಬಳಿಯಿಂದ ಪಾತೂರು ರಸ್ತೆ ಕಾಮಗಾರಿಗೆ ಶಿಲಾನ್ಯಾಸ ನೆರವೇರಿಸಲಾಯಿತು. xyxy=(1094,1618,1390,1630)
story-mudipu-body-4: ಅಧ್ಯಕ್ಷತೆ ಗೀತಾ ಎಸ್.ಭಂಡಾರಿ, ಉಪಾಧ್ಯಕ್ಷ ಎಂ.ಸಂದೀಪ್, ಸದಸ್ಯರಾದ ಸುನೀತಾ, ಶಾಂತಿ, ಪ್ರಶಾಂತ್, ಜನಾರ್ದನ ಕರ್ಕೇರ, ಯಾಕೂಬ್ ಮುದುರಂಗಡಿ, ಜನಾರ್ದನ ಶೆಟ್ಟಿ, ಲಿಂಗಪ್ಪ ಸಾಲ್ಯಾನ್, ಹರೀಶ್ ಶೆಟ್ಟಿ, ಬಾಲಕೃಷ್ಣ ನಾಯ್ಕ್, ಅಬ್ದುಲ್ ರಹ್ಮಾನ್, ಗ್ರಾಮ ಪಂಚಾಯತ್ ಅಭಿವೃದ್ಧಿ ಅಧಿಕಾರಿ ಹಾಗೂ ಸಿಬ್ಬಂದಿ ಉಪಸ್ಥಿತರಿದ್ದರು. xyxy=(1248,1690,1523,1753)
story-tuluvaru-body-3: ಮಾನವ ಜೀವನದ ಪರಂಪರೆಯನ್ನು ತುಳುವರು ಕಾಪಾಡುತ್ತಾ ಬಂದಿದ್ದಾರೆ. ದೈವಾರಾಧನೆ, ಭೂತ ಕೋಲ, ಅಗೆಲು, ಭಂಡಾರ ಮುಂತಾದ ಆಚರಣೆಗಳು ಇಂದಿಗೂ ಜೀವಂತವಾಗಿವೆ. xyxy=(32,480,210,542)
issue-date: ಡಿಸೆಂಬರ್ 1 – 15: 2025 xyxy=(1252,27,1417,49)
story-tuluvaru-body-5: ಈ ಹಿನ್ನೆಲೆಯಲ್ಲಿ ತುಳು ಭಾಷೆಯ ಬಳಕೆ, ಆಚರಣೆ, ಪದ್ಧತಿಗಳು, ಭೂತಾರಾಧನೆ, ನೇಮ, ಕಂಬಳ, ಕೋಳಿ ಅಂಕ, ಆಟಿ ಕಳೆಂಜ ಮೊದಲಾದ ಅಂಶಗಳು ತುಳುನಾಡಿನ ಬದುಕಿನ ಭಾಗವಾಗಿವೆ. ತುಳುವರ ಸಂಸ್ಕೃತಿಯ ಅಂಗಗಳು ಮೆಳೈ, ನೇಮ, ಸಾಮ್ರಾಟ, ಮಾಡಲಾಗಿದ್ದು ಆಚರಣೆಗಳು ಆಚರಣೆ, ನಂಬಿಕೆಗಳೊಂದಿಗೆ ಬೆಸೆದುಕೊಂಡಿವೆ. xyxy=(479,239,739,319)
email-text: ullalavani@gmail.com xyxy=(1042,65,1214,84)
obituary-headline: ಕೊಡುಗೈ ದಾನಿ ಡಾ.ರೊನಾಲ್ಡ್ ಕೊಲಾಸೊ ಅವರಿಗೆ ಮಾತೃ ವಿಯೋಗ xyxy=(29,608,272,696)
story-tuluvaru-headline-wrap xyxy=(32,124,739,174)
map-illustration xyxy=(222,182,467,404)
story-zp-footer-b: ಗ್ರಾಮ ಮಟ್ಟದಲ್ಲಿ ಸ್ವಚ್ಛತಾ ಸಮಿತಿಗಳನ್ನು ರಚಿಸಿ ಕಾರ್ಯ ಚಟುವಟಿಕೆಗಳಲ್ಲಿ ಸಾರ್ವಜನಿಕರ ಸಹಭಾಗಿತ್ವ ಹೆಚ್ಚಿಸಬೇಕು. ಶಾಲಾ ಮಕ್ಕಳಲ್ಲಿ ಸ್ವಚ್ಛತೆಯ ಅರಿವು ಮೂಡಿಸುವ ಕಾರ್ಯಕ್ರಮಗಳನ್ನು ಹಮ್ಮಿಕೊಳ್ಳಬೇಕು ಎಂದು ಅವರು ಹೇಳಿದರು. xyxy=(538,914,817,961)
lower-section xyxy=(19,1426,1523,1805)
story-kudroli-body-3: ಸರಕಾರದ ಆದೇಶ ಪಾಲನೆಯಾಗುತ್ತಿಲ್ಲ ಎಂದು ನಿಯೋಗವು ಮನವಿಯಲ್ಲಿ ತಿಳಿಸಿದೆ. ಇದೇ ವೇಳೆ ಸಭಾಧ್ಯಕ್ಷರು ಸಂಬಂಧಪಟ್ಟ ಅಧಿಕಾರಿಗಳ ಜತೆ ಮಾತನಾಡಿ ಸಮಸ್ಯೆ ಪರಿಹರಿಸುವ ಭರವಸೆ ನೀಡಿದ್ದಾರೆ. xyxy=(767,480,1138,509)
masthead-info xyxy=(424,17,1523,104)
story-zp-body-2: ಪ್ರಸಕ್ತ 322 ಗ್ರಾಮಗಳ ವ್ಯಾಪ್ತಿಯಲ್ಲಿ ಪ್ಲಾಸ್ಟಿಕ್ ಮುಕ್ತವಾಗಿಸಲು ಪೂರಕವಾಗಿರುವುದೇ ಅಲ್ಲದೆ ಎಲ್ಲಿಯೂ ಚರಂಡಿಗಳಿಗೆ ಹಾಗೂ ಸಾರ್ವಜನಿಕ ಸ್ಥಳಗಳಿಗೆ ಪ್ಲಾಸ್ಟಿಕ್ ಸುರಿಯುವ ಎಲ್ಲ ಪ್ರಕ್ರಿಯೆಯನ್ನು ಎಲ್ಲರೂ ರಾಶಿ ಹಾಕುವುದು ಕಂಡುಬರುತ್ತಿದೆ. ಸ್ವಚ್ಛತೆ ಸಾರ್ವಜನಿಕರು ಜೊತೆಗೂಡಿ ಕಳೆಯುವುದಿಲ್ಲದೆ ಹಾಗೂ ಸ್ವಚ್ಛತೆ ಬಗ್ಗೆ ಜಾಗೃತಿ ಮೂಡಿಸಿ ಸ್ವಚ್ಛತೆ ಕಾಮಗಾರಿಯು ಗುಣಮಟ್ಟದ ಕಡೆ ಹೆಚ್ಚಿನ ಆದ್ಯತೆ ನೀಡಬೇಕು. xyxy=(335,724,528,854)
story-manjanadi-col4 xyxy=(1242,1900,1523,2141)
website-line[interactable] xyxy=(1019,38,1214,57)
story-tuluvaru-caption-1: ಮೂಲಭೂತ ಸಂಸ್ಕೃತಿ ಪ್ರತೀಕವಾಗಿರುವ ಆಚರಣೆಗಳಲ್ಲಿ ತುಳುವರ ದೈವ, ದೇವರ ನಂಬಿಕೆ ಮತ್ತು ಸಂಪ್ರದಾಯ ಹಾಗೂ ಆಚರಣೆಗಳು ಮುಖ್ಯ ಪಾತ್ರ ವಹಿಸುತ್ತವೆ. xyxy=(222,409,467,451)
story-manjanadi-headline: ಮಂಜನಾಡಿ: ದಫ್ ಸ್ಪರ್ಧೆ, ಅಕ್ಕರೆಕೆರೆ ಅಲ್ ಜಝೀರಾ ತಂಡಕ್ಕೆ ಪ್ರಶಸ್ತಿ xyxy=(19,1839,824,1884)
zp-measures-col-1: 1. ಗ್ರಾಮಗಳ ವ್ಯಾಪ್ತಿಯಲ್ಲಿ ಸ್ವಚ್ಛತೆಯನ್ನು ಕಾಪಾಡಲು ನೈರ್ಮಲ್ಯ, ಸಲಹಾ ಸಮಿತಿ ಮತ್ತು ಸ್ವಚ್ಛತಾ ಕಾರ್ಯಪಡೆಗಳನ್ನು ಕ್ರಿಯಾಶೀಲಗೊಳಿಸಬೇಕು. 2. ಸ್ವಚ್ಛ ಭಾರತ ಅಭಿಯಾನದ ಆಶಯದಂತೆ ತ್ಯಾಜ್ಯವನ್ನು ಸಂಪನ್ಮೂಲವಾಗಿ ಪರಿವರ್ತಿಸುವ ಸ್ವಚ್ಛ ಸಂಕೀರ್ಣ ಘಟಕಗಳನ್ನು ಸಮುದಾಯ ಆಧಾರಿತವಾಗಿ ಸಮರ್ಪಕವಾಗಿ ನಿರ್ವಹಿಸಬೇಕು. 3. ಗ್ರಾಮ ಸದಸ್ಯರು, ಗ್ರಾಮ ಮಟ್ಟದ ಅಧಿಕಾರಿಗಳು, ಶಾಲಾ ಅಭಿವೃದ್ಧಿ ಸಮಿತಿ, ಬಾಲವಿಕಾಸ ಸಮಿತಿ, ಗ್ರಾಮ ಕೌಶಲ್ಯಗಳಲ್ಲಿ ಸಮಗ್ರ ಕಾರ್ಯಕ್ರಮಗಳನ್ನು ರೂಪಿಸಬೇಕು. xyxy=(1095,714,1228,897)
story-tuluvaru-col3 xyxy=(479,182,739,546)
story-mudipu-headline-1: ಮುಡಿಪು ನವೋದಯ ಬಳಿಯಿಂದ xyxy=(964,1426,1232,1456)
story-kudroli xyxy=(765,114,1523,554)
story-speaker-caption: ಸ್ಪೀಕರ್ ಯು.ಟಿ.ಖಾದರ್ ಅವರು ಕಾರ್ಯಕ್ರಮದಲ್ಲಿ ಭಾಗವಹಿಸಿದರು. xyxy=(479,1637,693,1650)
obituary-body-5: ಸ್ವರೂಪಧಾಮ ಸಾಮಾಜಿಕ ಚಟುವಟಿಕೆಗಳಲ್ಲಿ ತೊಡಗಿಸಿಕೊಂಡಿದ್ದ ಅವರು ಮೃತರಿಗೆ ಪತ್ನಿ ಹಾಗೂ ಇಬ್ಬರು ಪುತ್ರರು, ಓರ್ವ ಪುತ್ರಿ ಇದ್ದಾರೆ. ಅಂತಿಮ ಸಂಸ್ಕಾರವು ಬುಧವಾರ ಮನೆಯ ಆವರಣದಲ್ಲಿ ನಡೆಯಿತು. ಸುಬ್ರಹ್ಮಣ್ಯ ನಾಯಕ್, ಜಯಂತ ನಾಯ್ಕ್, ಶೇಖರ್ ಸುಂದರ್, ವಿಶ್ವನಾಥ್ ಮತ್ತಿತರರು ಉಪಸ್ಥಿತರಿದ್ದರು. xyxy=(29,1335,299,1397)
story-manjanadi-col3 xyxy=(951,1900,1232,2141)
mudipu-photo-art xyxy=(1094,1493,1335,1618)
obituary-body-1: ಮಂಗಳೂರು : ಅನಿವಾಸಿ ಭಾರತೀಯ ಉದ್ಯಮಿ, ಕೊಡುಗೈ ದಾನಿ ಡಾ.ರೊನಾಲ್ಡ್ ಕೊಲಾಸೊ ಅವರ ತಾಯಿ ಆಲಿಸ್ ಕೊಲಾಸೊ (97) ಅವರು ಅಲ್ಪಕಾಲದ ಅಸೌಖ್ಯದಿಂದ ಶನಿವಾರ ಮುಂಜಾನೆ ಬೆಂಗಳೂರಿನ ಖಾಸಗಿ ಆಸ್ಪತ್ರೆಯಲ್ಲಿ ನಿಧನರಾದರು. ಅವರಿಗೆ ಕೊಲಾಸೊ ಅವರ ದಿವಂಗತ ಸಂತಾನ ಪತಿಯರ, ದಿವಂಗತ ಅನ್ನಾ ಕೊಲಾಸೊ ಅವರ ಪತ್ನಿ. xyxy=(29,703,299,782)
speaker-event-photo xyxy=(479,1493,768,1637)
story-zp-headline-2: ದಕ್ಷಿಣ ಕನ್ನಡ ಜಿಲ್ಲಾ ಪಂಚಾಯತ್ ಸಿಇಒ ಸೂಚನೆ xyxy=(335,613,919,657)
newspaper-title: ಉಳ್ಳಾಲ ವಾಣಿ xyxy=(40,35,250,86)
story-kudroli-headline-1: ಕುದ್ರೋಳಿ ಜಾನುವಾರು ವಧಾಗೃಹ xyxy=(767,114,1102,149)
story-mudipu-col1 xyxy=(964,1493,1084,1683)
